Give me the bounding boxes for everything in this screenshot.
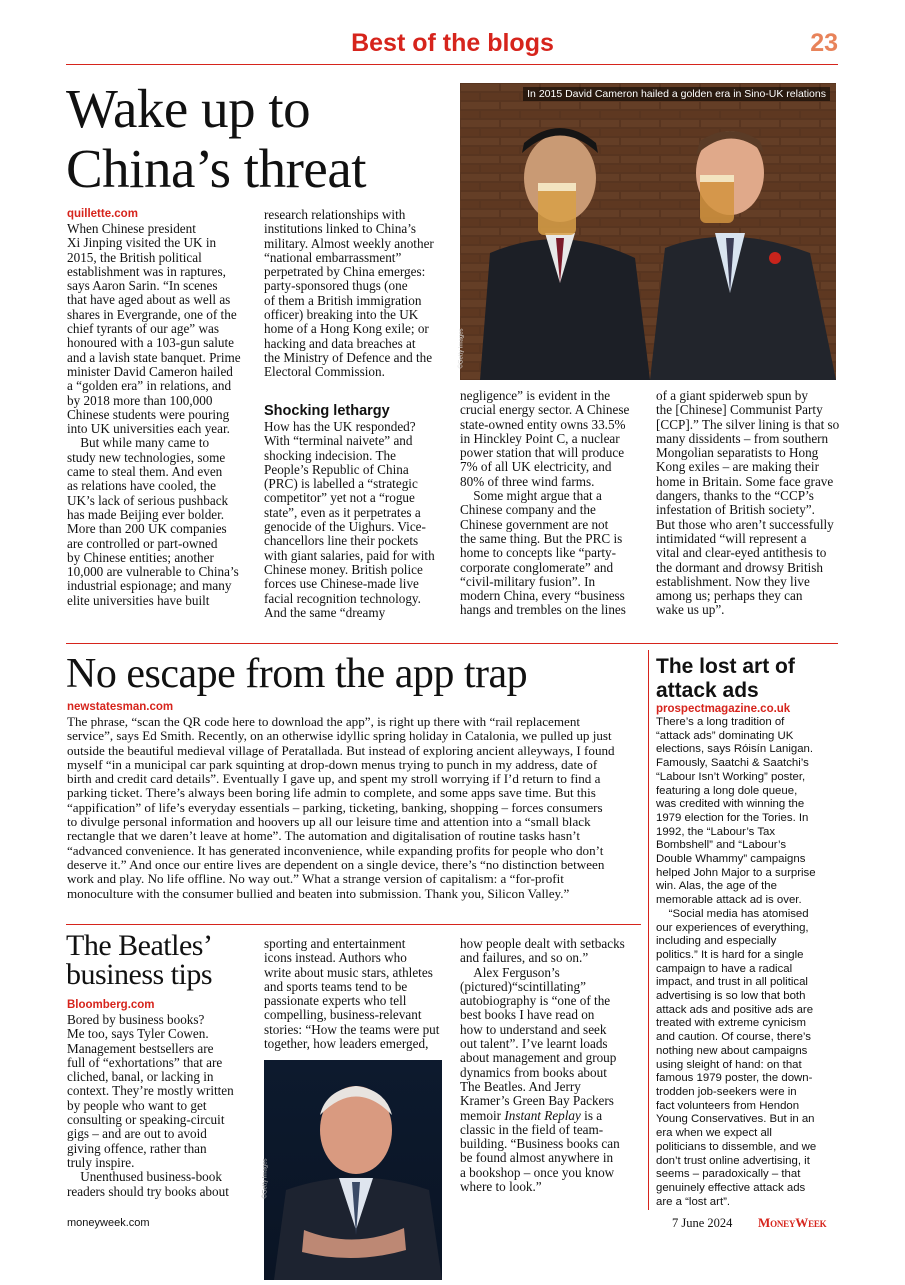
attack-ads-body: There’s a long tradition of “attack ads” dominating UK elections, says Róisín Lanigan. Famously, Saatchi & Saatchi’s “Labour Isn’t Working” poster, featuring a long dole queue, was credited with winning the 1979 election for the Tories. In 1992, the “Labour’s Tax Bombshell” and “Labour’s Double Whammy” campaigns helped John Major to a surprise win. Alas, the age of the memorable attack ad is over. “Social media has atomised our experiences of everything, including and especially politics.” It is hard for a single campaign to have a radical impact, and trust in all political advertising is so low that both attack ads and positive ads are treated with extreme cynicism and caution. Of course, there’s nothing new about campaigns using sleight of hand: on that famous 1979 poster, the down- trodden job-seekers were in fact volunteers from Hendon Young Conservatives. But in an era when we expect all politicians to dissemble, and we don’t trust online advertising, it seems – paradoxically – that genuinely effective attack ads are a “lost art”. xyxy=(656,716,817,1208)
headline-beatles-line1: The Beatles’ xyxy=(66,929,213,962)
section-title: Best of the blogs xyxy=(351,29,554,57)
footer-date: 7 June 2024 xyxy=(672,1216,733,1230)
headline-beatles-line2: business tips xyxy=(66,958,213,991)
divider-2 xyxy=(66,924,641,925)
photo-credit-china: ©Getty Images xyxy=(458,328,465,369)
photo-ferguson xyxy=(264,1060,442,1280)
divider-1 xyxy=(66,643,838,644)
subhead-shocking-lethargy: Shocking lethargy xyxy=(264,403,390,419)
source-newstatesman[interactable]: newstatesman.com xyxy=(67,701,174,713)
china-col2b: How has the UK responded? With “terminal naivete” and shocking indecision. The People’s Republic of China (PRC) is labelled a “strategic competitor” yet not a “rogue state”, even as it perpetrates a genocide of the Uighurs. Vice- chancellors line their pockets with giant salaries, paid for with Chinese money. British police forces use Chinese-made live facial recognition technology. And the same “dreamy xyxy=(264,419,435,620)
china-col2a: research relationships with institutions linked to China’s military. Almost weekly another “national embarrassment” perpetrated by China emerges: party-sponsored thugs (one of them a British immigration officer) breaking into the UK home of a Hong Kong exile; or hacking and data breaches at the Ministry of Defence and the Electoral Commission. xyxy=(264,207,434,380)
china-col3: negligence” is evident in the crucial energy sector. A Chinese state-owned entity owns 33.5% in Hinckley Point C, a nuclear power station that will produce 7% of all UK electricity, and 80% of three wind farms. Some might argue that a Chinese company and the Chinese government are not the same thing. But the PRC is home to concepts like “party- corporate conglomerate” and “civil-military fusion”. In modern China, every “business hangs and trembles on the lines xyxy=(460,388,630,618)
photo-caption: In 2015 David Cameron hailed a golden era in Sino-UK relations xyxy=(523,87,830,101)
china-col4: of a giant spiderweb spun by the [Chinese] Communist Party [CCP].” The silver lining is that so many dissidents – from southern Mongolian separatists to Hong Kong exiles – are making their home in Britain. Some face grave dangers, thanks to the “CCP’s infestation of British society”. But those who aren’t successfully intimidated “will represent a vital and clear-eyed antithesis to the dormant and drowsy British establishment. Now they live among us; perhaps they can wake us up”. xyxy=(656,388,840,618)
app-trap-body: The phrase, “scan the QR code here to download the app”, is right up there with “rail replacement service”, says Ed Smith. Recently, on an otherwise idyllic spring holiday in Catalonia, we pulled up just outside the beautiful medieval village of Peratallada. But instead of exploring ancient alleyways, I found myself “in a municipal car park squinting at drop-down menus trying to punch in my address, date of birth and credit card details”. Eventually I gave up, and spent my stroll worrying if I’d return to find a parking ticket. There’s always been boring life admin to complete, and some apps save time. But this “appification” of life’s everyday essentials – parking, ticketing, banking, shopping – forces consumers to divulge personal information and hoovers up all our leisure time and attention into a “small black rectangle that we daren’t leave at home”. The automation and digitalisation of routine tasks hasn’t “advanced convenience. It has generated inconvenience, while expanding profits for people who don’t deserve it.” And once our entire lives are dependent on a single device, there’s “no distinction between work and play. No life offline. No way out.” What a strange version of capitalism: a “for-profit monoculture with the consumer bullied and beaten into submission. Thank you, Silicon Valley.” xyxy=(67,714,615,901)
header-rule xyxy=(66,64,838,65)
headline-attack-ads-line1: The lost art of xyxy=(656,655,795,678)
beatles-col3 xyxy=(460,937,650,1194)
beatles-col2: sporting and entertainment icons instead. Authors who write about music stars, athletes and sports teams tend to be passionate experts who tell compelling, business-relevant stories: “How the teams were put together, how leaders emerged, xyxy=(264,936,440,1052)
headline-attack-ads-line2: attack ads xyxy=(656,679,759,702)
photo-illustration xyxy=(460,83,836,380)
headline-app-trap: No escape from the app trap xyxy=(66,651,528,697)
headline-china-line2: China’s threat xyxy=(66,138,367,199)
page-number: 23 xyxy=(810,29,838,57)
footer-brand-logo: MoneyWeek xyxy=(758,1215,827,1230)
china-col1: When Chinese president Xi Jinping visited the UK in 2015, the British political establishment was in raptures, says Aaron Sarin. “In scenes that have aged about as well as shares in Evergrande, one of the chief tyrants of our age” was honoured with a 103-gun salute and a lavish state banquet. Prime minister David Cameron hailed a “golden era” in relations, and by 2018 more than 100,000 Chinese students were pouring into UK universities each year. But while many came to study new technologies, some came to steal them. And even as relations have cooled, the UK’s lack of serious pushback has made Beijing ever bolder. More than 200 UK companies are controlled or part-owned by Chinese entities; another 10,000 are vulnerable to China’s industrial espionage; and many elite universities have built xyxy=(67,221,241,608)
footer-site[interactable]: moneyweek.com xyxy=(67,1217,150,1229)
photo-credit-ferguson: ©Getty Images xyxy=(262,1158,269,1199)
photo-xi-cameron xyxy=(460,83,836,380)
photo-illustration-ferguson xyxy=(264,1060,442,1280)
book-title-instant-replay: Instant Replay xyxy=(504,1107,581,1123)
source-bloomberg[interactable]: Bloomberg.com xyxy=(67,999,155,1011)
source-quillette[interactable]: quillette.com xyxy=(67,208,138,220)
headline-china-line1: Wake up to xyxy=(66,78,311,139)
beatles-col1: Bored by business books? Me too, says Tyler Cowen. Management bestsellers are full of “exhortations” that are cliched, banal, or lacking in context. They’re mostly written by people who want to get consulting or speaking-circuit gigs – and are out to avoid giving offence, rather than truly inspire. Unenthused business-book readers should try books about xyxy=(67,1012,234,1199)
beatles-col3-text: how people dealt with setbacks and failures, and so on.” Alex Ferguson’s (pictured)“scintillating” autobiography is “one of the best books I have read on how to understand and seek out talent”. I’ve learnt loads about management and group dynamics from books about The Beatles. And Jerry Kramer’s Green Bay Packers memoir xyxy=(460,936,625,1123)
source-prospect[interactable]: prospectmagazine.co.uk xyxy=(656,703,791,715)
beatles-col3-end: is a classic in the field of team- building. “Business books can be found almost anywhere in a bookshop – once you know where to look.” xyxy=(460,1107,620,1195)
